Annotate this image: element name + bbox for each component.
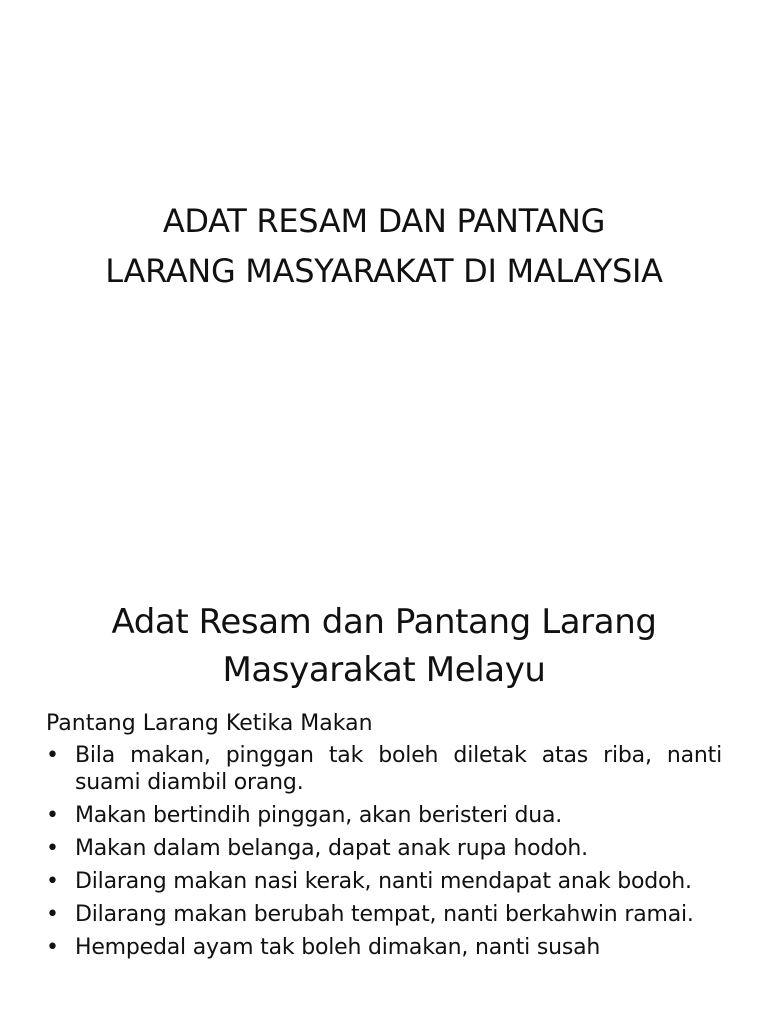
bullet-icon: • [46, 935, 59, 960]
bullet-text: Bila makan, pinggan tak boleh diletak atas riba, nanti suami diambil orang. [75, 743, 722, 795]
bullet-text: Hempedal ayam tak boleh dimakan, nanti susah [75, 935, 601, 960]
slide-title [40, 598, 728, 694]
main-title-line-2: LARANG MASYARAKAT DI MALAYSIA [105, 252, 663, 290]
bullet-item [46, 835, 722, 862]
main-title [40, 196, 728, 296]
bullet-item [46, 802, 722, 829]
bullet-text: Makan bertindih pinggan, akan beristeri dua. [75, 803, 563, 828]
content-slide [0, 576, 768, 1024]
bullet-item [46, 742, 722, 796]
bullet-icon: • [46, 743, 59, 768]
bullet-text: Dilarang makan berubah tempat, nanti berkahwin ramai. [75, 902, 694, 927]
bullet-icon: • [46, 803, 59, 828]
bullet-text: Dilarang makan nasi kerak, nanti mendapat anak bodoh. [75, 869, 692, 894]
bullet-icon: • [46, 902, 59, 927]
section-subheading: Pantang Larang Ketika Makan [46, 711, 373, 736]
slide-title-line-2: Masyarakat Melayu [222, 650, 546, 690]
slide-title-line-1: Adat Resam dan Pantang Larang [111, 602, 657, 642]
bullet-item [46, 868, 722, 895]
main-title-line-1: ADAT RESAM DAN PANTANG [162, 202, 606, 240]
bullet-item [46, 934, 722, 961]
bullet-text: Makan dalam belanga, dapat anak rupa hodoh. [75, 836, 588, 861]
bullet-list [46, 742, 722, 961]
bullet-icon: • [46, 869, 59, 894]
bullet-item [46, 901, 722, 928]
bullet-icon: • [46, 836, 59, 861]
slide-body [46, 710, 722, 967]
